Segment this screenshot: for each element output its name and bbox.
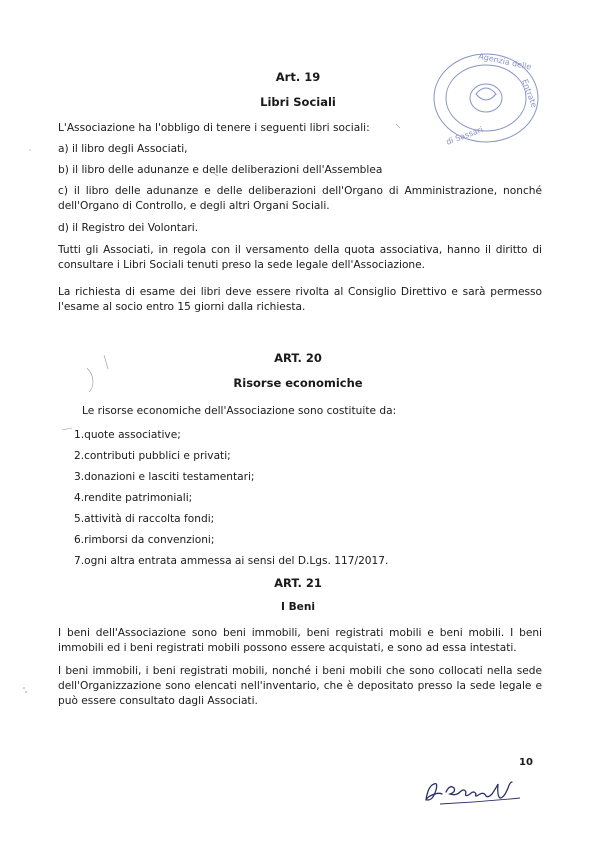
art21-paragraph-1: I beni dell'Associazione sono beni immobili, beni registrati mobili e beni mobili. I beni immobili ed i beni registrati mobili possono essere acquistati, e sono ad essa intestati.: [58, 627, 542, 654]
art19-item-a: a) il libro degli Associati,: [58, 143, 188, 155]
page-number: 10: [519, 757, 533, 768]
art20-item-2: 2.contributi pubblici e privati;: [74, 450, 231, 462]
art19-paragraph-1: Tutti gli Associati, in regola con il versamento della quota associativa, hanno il diritto di consultare i Libri Sociali tenuti preso la sede legale dell'Associazione.: [58, 244, 542, 271]
art19-item-b: b) il libro delle adunanze e delle deliberazioni dell'Assemblea: [58, 164, 383, 176]
art20-item-4: 4.rendite patrimoniali;: [74, 492, 193, 504]
svg-text:Entrate: Entrate: [520, 77, 539, 109]
art21-paragraph-2: I beni immobili, i beni registrati mobili, nonché i beni mobili che sono collocati nella sede dell'Organizzazione sono elencati nell'inventario, che è depositato presso la sede legale e può essere consultato dagli Associati.: [58, 665, 542, 707]
art20-heading: ART. 20: [274, 351, 322, 365]
art20-subheading: Risorse economiche: [233, 376, 363, 390]
art21-heading: ART. 21: [274, 576, 322, 590]
art20-item-7: 7.ogni altra entrata ammessa ai sensi del D.Lgs. 117/2017.: [74, 555, 389, 567]
art19-item-d: d) il Registro dei Volontari.: [58, 222, 199, 234]
art20-item-1: 1.quote associative;: [74, 429, 181, 441]
art19-subheading: Libri Sociali: [260, 95, 336, 109]
svg-text:di Sassari: di Sassari: [444, 125, 485, 147]
art19-heading: Art. 19: [275, 70, 321, 84]
svg-text:Agenzia delle: Agenzia delle: [477, 51, 533, 72]
handwritten-signature: [420, 770, 538, 810]
art20-item-6: 6.rimborsi da convenzioni;: [74, 534, 215, 546]
art20-item-5: 5.attività di raccolta fondi;: [74, 513, 215, 525]
art20-intro: Le risorse economiche dell'Associazione sono costituite da:: [82, 405, 397, 417]
art21-subheading: I Beni: [280, 601, 316, 613]
art19-item-c: c) il libro delle adunanze e delle deliberazioni dell'Organo di Amministrazione, nonché dell'Organo di Controllo, e degli altri Organi Sociali.: [58, 185, 542, 212]
art19-intro: L'Associazione ha l'obbligo di tenere i seguenti libri sociali:: [58, 122, 370, 134]
art19-paragraph-2: La richiesta di esame dei libri deve essere rivolta al Consiglio Direttivo e sarà permesso l'esame al socio entro 15 giorni dalla richiesta.: [58, 286, 542, 313]
art20-item-3: 3.donazioni e lasciti testamentari;: [74, 471, 255, 483]
